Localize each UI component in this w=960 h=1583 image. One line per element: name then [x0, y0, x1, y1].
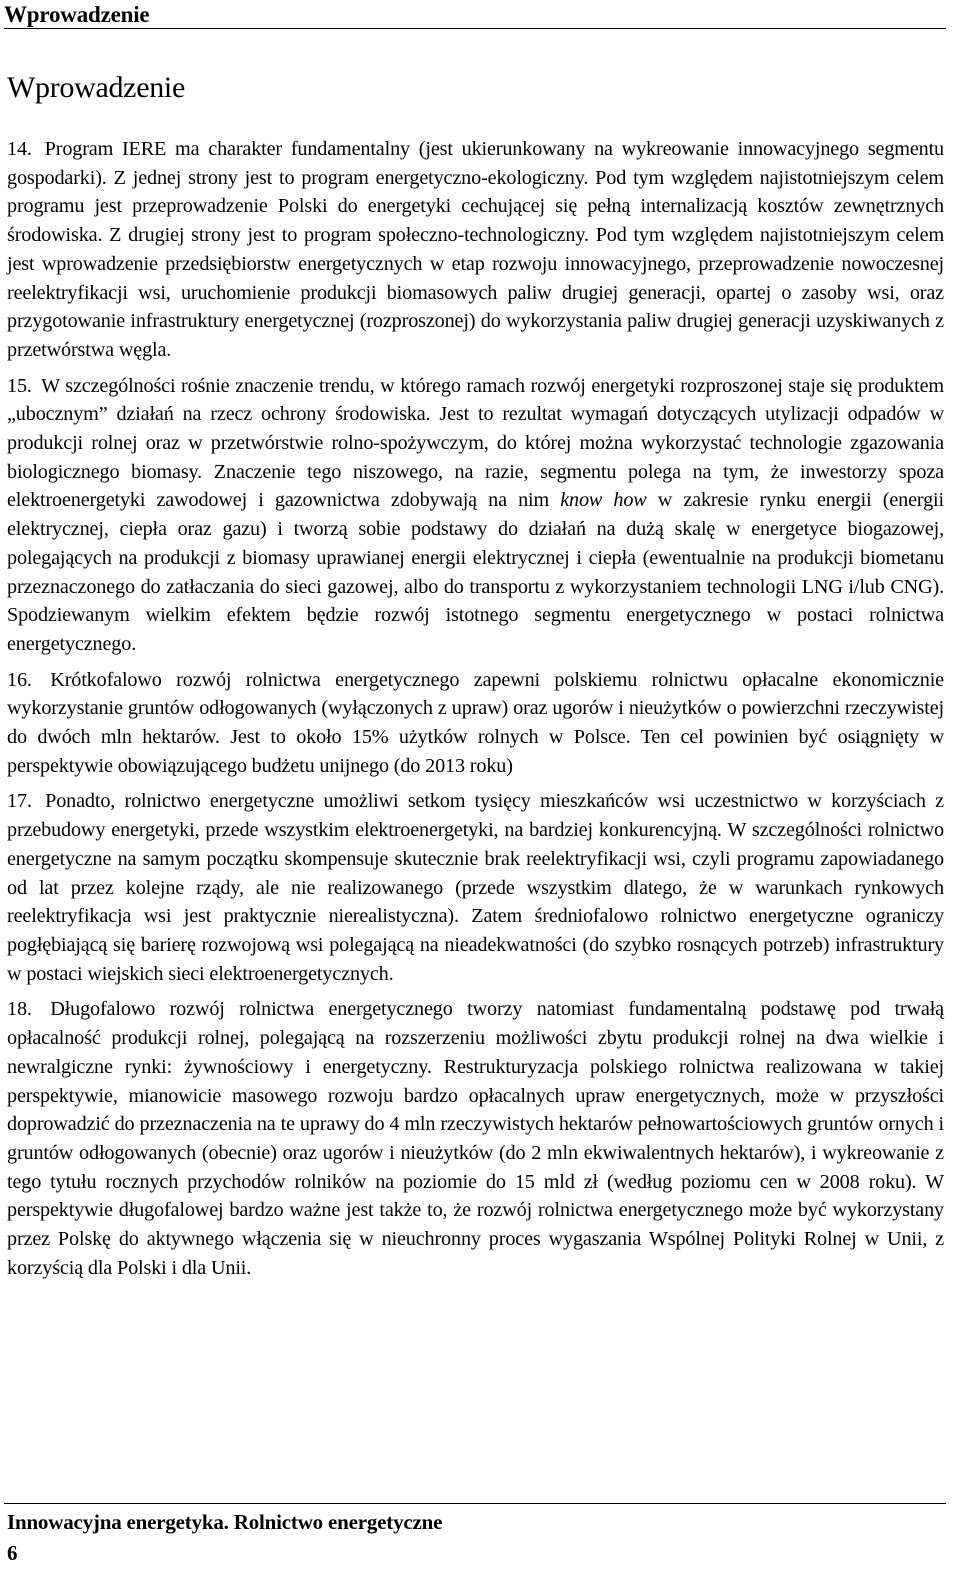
paragraph-text: Krótkofalowo rozwój rolnictwa energetycznego zapewni polskiemu rolnictwu opłacalne ekonomicznie wykorzystanie gruntów odłogowanych (wyłączonych z upraw) oraz ugorów i nieużytków o powierzchni rzeczywistej do dwóch mln hektarów. Jest to około 15% użytków rolnych w Polsce. Ten cel powinien być osiągnięty w perspektywie obowiązującego budżetu unijnego (do 2013 roku): [7, 668, 944, 777]
paragraph-17: [7, 787, 944, 988]
footer-title: Innowacyjna energetyka. Rolnictwo energetyczne: [7, 1510, 443, 1534]
paragraph-number: 16.: [7, 668, 32, 691]
page-title: Wprowadzenie: [7, 71, 185, 104]
paragraph-14: [7, 135, 944, 365]
running-header: Wprowadzenie: [4, 2, 150, 27]
footer-divider: [4, 1503, 946, 1504]
paragraph-number: 18.: [7, 998, 32, 1021]
page-number: 6: [7, 1541, 18, 1565]
body-text: [7, 135, 944, 1282]
paragraph-18: [7, 995, 944, 1282]
paragraph-15: [7, 372, 944, 659]
paragraph-16: [7, 666, 944, 781]
paragraph-text: Ponadto, rolnictwo energetyczne umożliwi setkom tysięcy mieszkańców wsi uczestnictwo w korzyściach z przebudowy energetyki, przede wszystkim elektroenergetyki, na bardziej konkurencyjną. W szczególności rolnictwo energetyczne na samym początku skompensuje skutecznie brak reelektryfikacji wsi, czyli programu zapowiadanego od lat przez kolejne rządy, ale nie realizowanego (przede wszystkim dlatego, że w warunkach rynkowych reelektryfikacja wsi jest praktycznie nierealistyczna). Zatem średniofalowo rolnictwo energetyczne ograniczy pogłębiającą się barierę rozwojową wsi polegającą na nieadekwatności (do szybko rosnących potrzeb) infrastruktury w postaci wiejskich sieci elektroenergetycznych.: [7, 790, 944, 985]
italic-term: know how: [560, 489, 647, 512]
paragraph-number: 15.: [7, 374, 32, 397]
paragraph-text: Długofalowo rozwój rolnictwa energetycznego tworzy natomiast fundamentalną podstawę pod trwałą opłacalność produkcji rolnej, polegającą na rozszerzeniu możliwości zbytu produkcji rolnej na dwa wielkie i newralgiczne rynki: żywnościowy i energetyczny. Restrukturyzacja polskiego rolnictwa realizowana w takiej perspektywie, mianowicie masowego rozwoju bardzo opłacalnych upraw energetycznych, może w przyszłości doprowadzić do przeznaczenia na te uprawy do 4 mln rzeczywistych hektarów pełnowartościowych gruntów ornych i gruntów odłogowanych (obecnie) oraz ugorów i nieużytków (do 2 mln ekwiwalentnych hektarów), i wykreowanie z tego tytułu rocznych przychodów rolników na poziomie do 15 mld zł (według poziomu cen w 2008 roku). W perspektywie długofalowej bardzo ważne jest także to, że rozwój rolnictwa energetycznego może być wykorzystany przez Polskę do aktywnego włączenia się w nieuchronny proces wygaszania Wspólnej Polityki Rolnej w Unii, z korzyścią dla Polski i dla Unii.: [7, 998, 944, 1279]
paragraph-text: Program IERE ma charakter fundamentalny (jest ukierunkowany na wykreowanie innowacyjnego segmentu gospodarki). Z jednej strony jest to program energetyczno-ekologiczny. Pod tym względem najistotniejszym celem programu jest przeprowadzenie Polski do energetyki cechującej się pełną internalizacją kosztów zewnętrznych środowiska. Z drugiej strony jest to program społeczno-technologiczny. Pod tym względem najistotniejszym celem jest wprowadzenie przedsiębiorstw energetycznych w etap rozwoju innowacyjnego, przeprowadzenie nowoczesnej reelektryfikacji wsi, uruchomienie produkcji biomasowych paliw drugiej generacji, opartej o zasoby wsi, oraz przygotowanie infrastruktury energetycznej (rozproszonej) do wykorzystania paliw drugiej generacji uzyskiwanych z przetwórstwa węgla.: [7, 138, 944, 361]
header-divider: [4, 28, 946, 29]
paragraph-number: 17.: [7, 790, 32, 813]
paragraph-number: 14.: [7, 138, 32, 160]
paragraph-text: w zakresie rynku energii (energii elektrycznej, ciepła oraz gazu) i tworzą sobie podstawy do działań na dużą skalę w energetyce biogazowej, polegających na produkcji z biomasy uprawianej energii elektrycznej i ciepła (ewentualnie na produkcji biometanu przeznaczonego do zatłaczania do sieci gazowej, albo do transportu z wykorzystaniem technologii LNG i/lub CNG). Spodziewanym wielkim efektem będzie rozwój istotnego segmentu energetycznego w postaci rolnictwa energetycznego.: [7, 489, 944, 655]
paragraph-text: W szczególności rośnie znaczenie trendu, w którego ramach rozwój energetyki rozproszonej staje się produktem „ubocznym” działań na rzecz ochrony środowiska. Jest to rezultat wymagań dotyczących utylizacji odpadów w produkcji rolnej oraz w przetwórstwie rolno-spożywczym, do której można wykorzystać technologie zgazowania biologicznego biomasy. Znaczenie tego niszowego, na razie, segmentu polega na tym, że inwestorzy spoza elektroenergetyki zawodowej i gazownictwa zdobywają na nim: [7, 374, 944, 512]
